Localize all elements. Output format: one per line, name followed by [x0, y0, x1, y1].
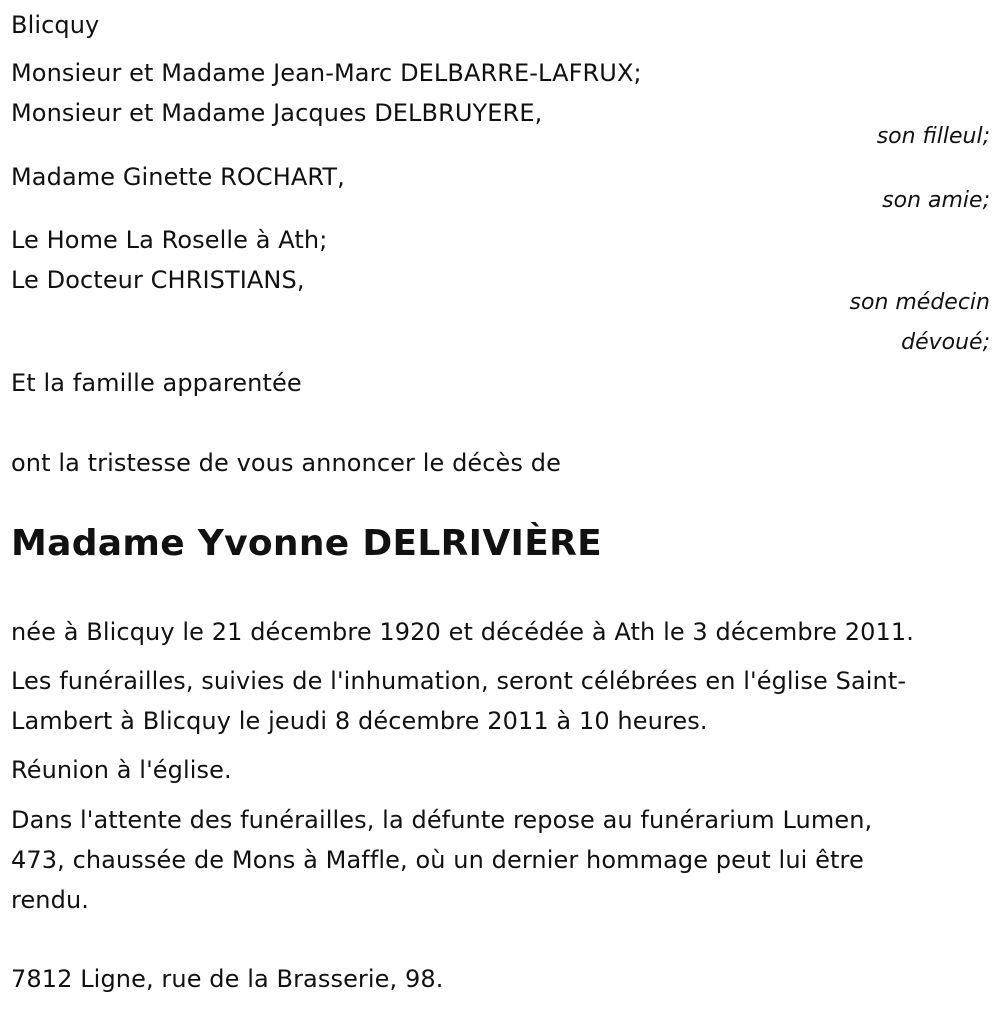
details-line: Lambert à Blicquy le jeudi 8 décembre 2011 à 10 heures. [11, 707, 708, 735]
relation-label: son filleul; [876, 124, 990, 149]
details-line: Dans l'attente des funérailles, la défunte repose au funérarium Lumen, [11, 806, 873, 834]
deceased-name: Madame Yvonne DELRIVIÈRE [11, 523, 603, 564]
mourner-line: Monsieur et Madame Jacques DELBRUYERE, [11, 99, 543, 127]
details-line: rendu. [11, 886, 89, 914]
mourner-line: Le Home La Roselle à Ath; [11, 226, 328, 254]
mourner-line: Et la famille apparentée [11, 369, 302, 397]
announcement-text: ont la tristesse de vous annoncer le décès de [11, 449, 561, 477]
mourner-line: Madame Ginette ROCHART, [11, 163, 345, 191]
location-heading: Blicquy [11, 11, 100, 39]
details-line: 473, chaussée de Mons à Maffle, où un dernier hommage peut lui être [11, 846, 864, 874]
details-line: née à Blicquy le 21 décembre 1920 et décédée à Ath le 3 décembre 2011. [11, 618, 914, 646]
address-line: 7812 Ligne, rue de la Brasserie, 98. [11, 965, 444, 993]
relation-label: dévoué; [901, 330, 990, 355]
mourner-line: Le Docteur CHRISTIANS, [11, 266, 305, 294]
mourner-line: Monsieur et Madame Jean-Marc DELBARRE-LAFRUX; [11, 59, 642, 87]
details-line: Les funérailles, suivies de l'inhumation, seront célébrées en l'église Saint- [11, 667, 907, 695]
relation-label: son médecin [849, 290, 990, 315]
details-line: Réunion à l'église. [11, 756, 232, 784]
relation-label: son amie; [882, 188, 990, 213]
